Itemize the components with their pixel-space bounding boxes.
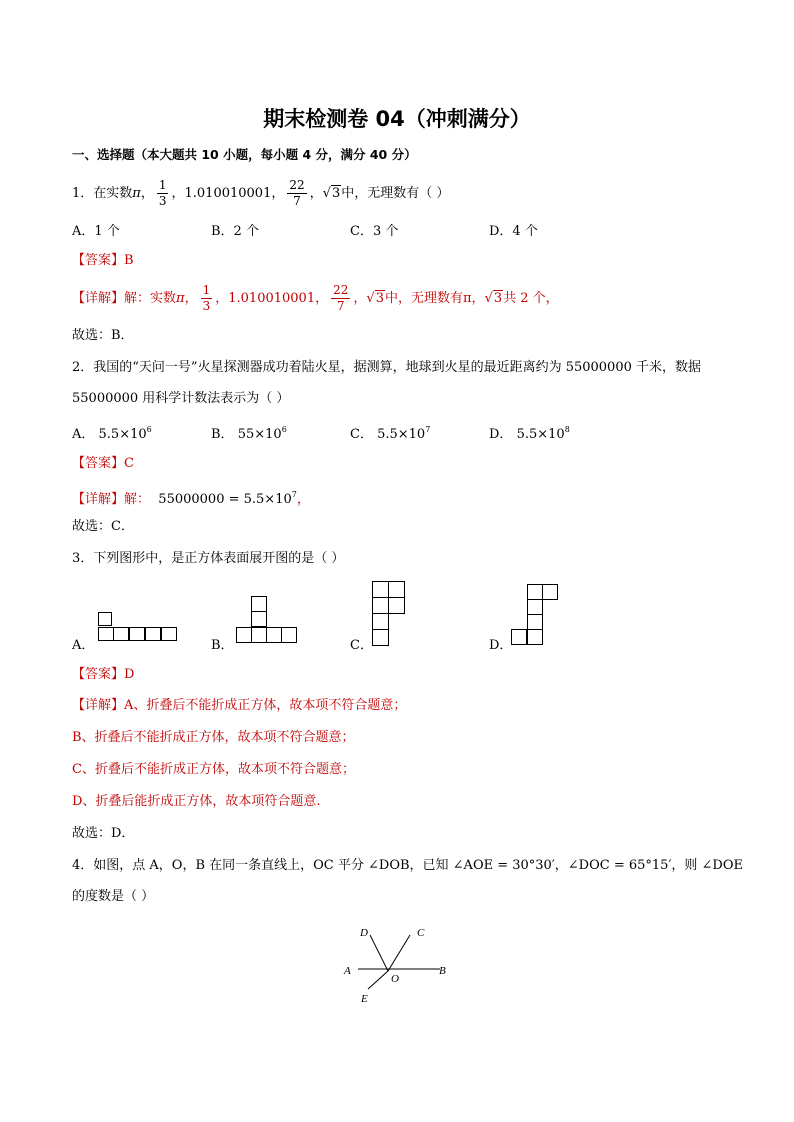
q2-answer: 【答案】C: [72, 456, 134, 471]
q1-fraction-2: $\frac{22}{7}$: [289, 178, 305, 208]
q1-detail-fraction-2: $\frac{22}{7}$: [333, 283, 349, 313]
q2-stem-line2: 55000000 用科学计数法表示为（ ）: [72, 391, 290, 406]
q3-figure-a: [98, 612, 178, 644]
q1-option-b: B．2 个: [211, 224, 259, 239]
q1-detail: 【详解】解：实数π， $\frac{1}{3}$ ，1.010010001， $\frac{22}{7}$ ，√3中，无理数有π，√3共 2 个，: [72, 283, 559, 313]
q3-label-b: B．: [211, 638, 234, 653]
q3-conclusion: 故选：D．: [72, 826, 135, 841]
label-c: C: [417, 927, 425, 939]
q4-stem-line1: 4．如图，点 A，O，B 在同一条直线上，OC 平分 ∠DOB，已知 ∠AOE = 30°30′，∠DOC = 65°15′，则 ∠DOE: [72, 858, 743, 873]
q1-option-d: D．4 个: [489, 224, 538, 239]
ray-od: [370, 935, 388, 971]
page-title: 期末检测卷 04（冲刺满分）: [263, 107, 531, 131]
q1-stem-start: 1．在实数: [72, 186, 133, 201]
q3-figure-b: [236, 596, 300, 644]
q3-detail-line-3: C、折叠后不能折成正方体，故本项不符合题意；: [72, 762, 355, 777]
label-e: E: [361, 993, 368, 1005]
q1-conclusion: 故选：B．: [72, 328, 134, 343]
q1-fraction-1: $\frac{1}{3}$: [158, 178, 167, 208]
q1-number: 1.010010001，: [184, 186, 285, 201]
q2-option-c: C． $5.5\times 10^7$: [350, 425, 431, 442]
section-heading: 一、选择题（本大题共 10 小题，每小题 4 分，满分 40 分）: [72, 147, 417, 162]
q2-detail: 【详解】解： $55000000 = 5.5\times 10^7$，: [72, 490, 310, 507]
q3-stem: 3．下列图形中，是正方体表面展开图的是（ ）: [72, 551, 345, 566]
q1-option-c: C．3 个: [350, 224, 399, 239]
q2-conclusion: 故选：C．: [72, 519, 134, 534]
label-o: O: [391, 973, 399, 985]
q3-figure-d: [511, 584, 559, 646]
q4-stem-line2: 的度数是（ ）: [72, 889, 155, 904]
q1-sqrt: √3: [322, 186, 341, 201]
q3-detail-line-4: D、折叠后能折成正方体，故本项符合题意.: [72, 794, 321, 809]
q3-figure-c: [372, 581, 406, 647]
ray-oe: [368, 971, 388, 989]
q3-answer: 【答案】D: [72, 667, 135, 682]
q3-label-c: C．: [350, 638, 373, 653]
q3-label-a: A．: [72, 638, 95, 653]
label-d: D: [360, 927, 368, 939]
q1-answer: 【答案】B: [72, 253, 134, 268]
q3-detail-line-1: 【详解】A、折叠后不能折成正方体，故本项不符合题意；: [72, 698, 407, 713]
q1-detail-fraction-1: $\frac{1}{3}$: [202, 283, 211, 313]
q3-detail-line-2: B、折叠后不能折成正方体，故本项不符合题意；: [72, 730, 355, 745]
ray-oc: [388, 935, 410, 971]
question-1-stem: 1．在实数π， $\frac{1}{3}$ ，1.010010001， $\frac{22}{7}$ ，√3中，无理数有（ ）: [72, 178, 450, 208]
q3-label-d: D．: [489, 638, 513, 653]
q2-option-d: D． $5.5\times 10^8$: [489, 425, 570, 442]
q1-option-a: A．1 个: [72, 224, 120, 239]
q1-stem-end: 中，无理数有（ ）: [341, 186, 450, 201]
label-a: A: [344, 965, 351, 977]
q1-pi: π: [132, 186, 141, 201]
q2-option-a: A． $5.5\times 10^6$: [72, 425, 152, 442]
q2-stem-line1: 2．我国的“天问一号”火星探测器成功着陆火星，据测算，地球到火星的最近距离约为 55000000 千米，数据: [72, 360, 701, 375]
q2-option-b: B． $55\times 10^6$: [211, 425, 287, 442]
label-b: B: [439, 965, 446, 977]
q4-angle-figure: [330, 918, 470, 1010]
